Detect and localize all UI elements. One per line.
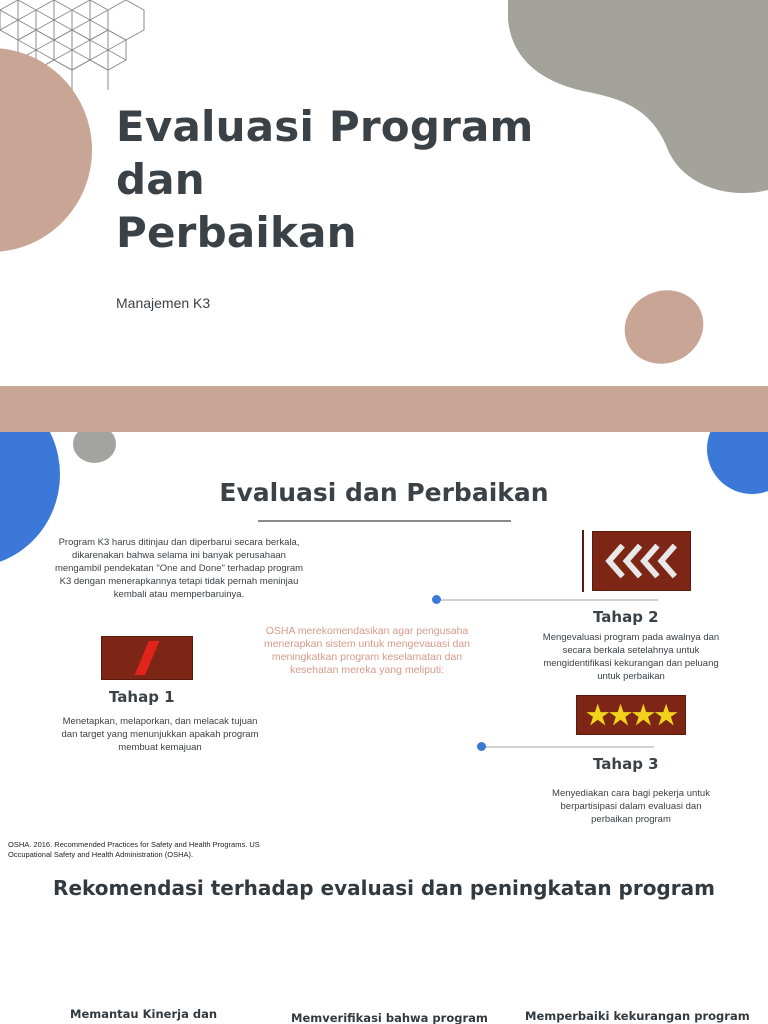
recommendation-title: Rekomendasi terhadap evaluasi dan peningkatan program — [53, 876, 715, 900]
slide-subtitle: Manajemen K3 — [116, 295, 211, 311]
gray-dot-decoration — [73, 432, 116, 463]
timeline-line — [437, 599, 658, 601]
intro-paragraph: Program K3 harus ditinjau dan diperbarui secara berkala, dikarenakan bahwa selama ini banyak perusahaan mengambil pendekatan "One and Done" terhadap program K3 dengan menerapkannya tetapi tidak pernah meninjau kembali atau memperbaruinya. — [54, 537, 304, 600]
slide-title — [116, 100, 536, 259]
step-1-title: Tahap 1 — [109, 688, 175, 706]
tan-oval-decoration — [613, 277, 716, 376]
recommendation-item: Memantau Kinerja dan — [70, 1007, 218, 1021]
blue-circle-decoration — [0, 432, 60, 567]
osha-recommendation: OSHA merekomendasikan agar pengusaha menerapkan sistem untuk mengevauasi dan meningkatkan program keselamatan dan kesehatan mereka yang meliputi: — [263, 625, 471, 676]
blue-circle-decoration-right — [707, 432, 768, 494]
stars-icon — [577, 696, 685, 734]
step-3-image — [576, 695, 686, 735]
step-2-image-frame — [582, 530, 584, 592]
step-2-image — [592, 531, 691, 591]
section-title: Evaluasi dan Perbaikan — [219, 478, 549, 507]
recommendation-slide — [0, 872, 768, 1024]
step-3-title: Tahap 3 — [593, 755, 659, 773]
title-underline — [258, 520, 511, 522]
gray-blob-decoration — [508, 0, 768, 195]
reference-citation: OSHA. 2016. Recommended Practices for Safety and Health Programs. US Occupational Safety and Health Administration (OSHA). — [8, 840, 260, 859]
timeline-dot — [477, 742, 486, 751]
slide-title-line-1: Evaluasi Program — [116, 102, 534, 151]
slide-title-line-2: dan — [116, 155, 205, 204]
chevrons-left-icon — [593, 532, 690, 590]
recommendation-item: Memperbaiki kekurangan program — [525, 1009, 750, 1023]
recommendation-item: Memverifikasi bahwa program — [291, 1011, 488, 1024]
title-slide — [0, 0, 768, 386]
step-1-description: Menetapkan, melaporkan, dan melacak tujuan dan target yang menunjukkan apakah program membuat kemajuan — [61, 716, 259, 753]
slash-icon — [102, 637, 192, 679]
timeline-dot — [432, 595, 441, 604]
evaluation-slide — [0, 432, 768, 872]
timeline-line — [482, 746, 654, 748]
slide-title-line-3: Perbaikan — [116, 208, 357, 257]
step-2-description: Mengevaluasi program pada awalnya dan secara berkala setelahnya untuk mengidentifikasi kekurangan dan peluang untuk perbaikan — [542, 632, 720, 682]
step-1-image — [101, 636, 193, 680]
tan-divider-band — [0, 386, 768, 432]
step-2-title: Tahap 2 — [593, 608, 659, 626]
step-3-description: Menyediakan cara bagi pekerja untuk berpartisipasi dalam evaluasi dan perbaikan program — [552, 788, 710, 825]
